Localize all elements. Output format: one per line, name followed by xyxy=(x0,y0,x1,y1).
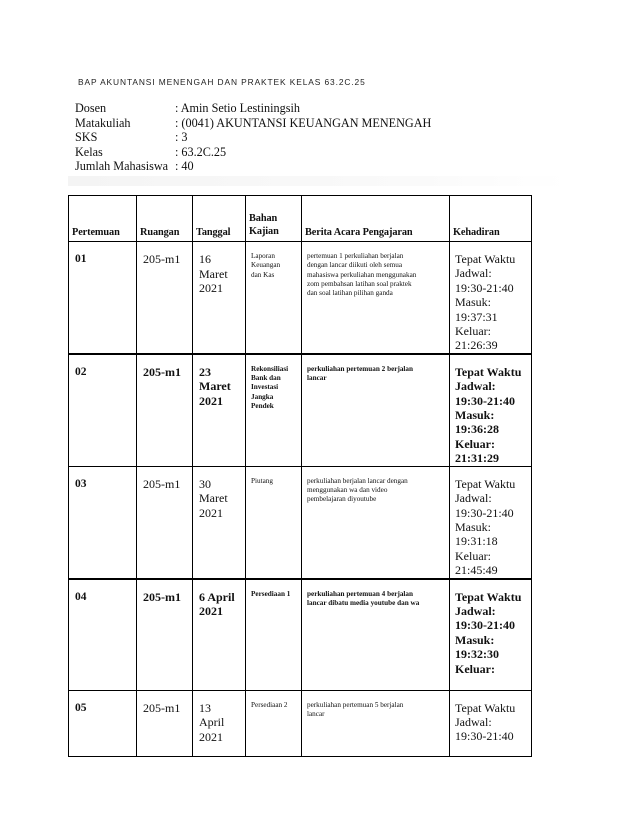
attendance-cell xyxy=(450,242,532,354)
report-cell xyxy=(302,579,450,691)
date-cell xyxy=(193,579,246,691)
attendance-cell-line: 19:37:31 xyxy=(455,309,498,324)
attendance-cell-line: 19:36:28 xyxy=(455,422,499,437)
meeting-number: 02 xyxy=(69,354,137,466)
report-cell-line: perkuliahan pertemuan 2 berjalan xyxy=(307,364,414,373)
info-label: Kelas xyxy=(75,144,103,159)
info-row-kelas xyxy=(75,145,431,160)
topic-cell-line: Persediaan 2 xyxy=(251,700,288,709)
topic-cell-line: Laporan xyxy=(251,252,275,260)
report-cell xyxy=(302,354,450,466)
topic-cell-line: Rekonsiliasi xyxy=(251,364,289,373)
date-cell-line: 2021 xyxy=(199,281,223,295)
meeting-number: 05 xyxy=(69,690,137,756)
attendance-cell xyxy=(450,579,532,691)
report-cell xyxy=(302,466,450,578)
meeting-number: 03 xyxy=(69,466,137,578)
info-label: Jumlah Mahasiswa xyxy=(75,159,169,174)
attendance-cell-line: 19:30-21:40 xyxy=(455,729,514,744)
info-label: SKS xyxy=(75,130,98,145)
attendance-cell-line: Jadwal: xyxy=(455,603,496,618)
topic-cell xyxy=(246,690,302,756)
info-row-sks xyxy=(75,130,431,145)
attendance-cell xyxy=(450,690,532,756)
topic-cell-line: Bank dan xyxy=(251,374,281,383)
room-cell: 205-m1 xyxy=(137,354,193,466)
attendance-cell-line: Keluar: xyxy=(455,324,491,339)
report-cell-line: mahasiswa perkuliahan menggunakan xyxy=(307,270,417,279)
date-cell-line: Maret xyxy=(199,491,228,506)
date-cell-line: 23 xyxy=(199,364,211,379)
date-cell-line: Maret xyxy=(199,266,228,281)
date-cell-line: April xyxy=(199,715,225,730)
attendance-cell-line: 19:30-21:40 xyxy=(455,280,514,295)
attendance-cell-line: Tepat Waktu xyxy=(455,252,516,266)
date-cell-line: 16 xyxy=(199,252,211,266)
header-pertemuan: Pertemuan xyxy=(69,196,137,242)
attendance-cell-line: Jadwal: xyxy=(455,266,492,281)
info-row-jumlah-mahasiswa xyxy=(75,159,431,174)
date-cell-line: 13 xyxy=(199,700,211,715)
table-header-row xyxy=(69,196,532,242)
attendance-cell-line: Tepat Waktu xyxy=(455,476,516,491)
attendance-cell-line: 21:31:29 xyxy=(455,451,499,466)
date-cell-line: 6 April xyxy=(199,589,235,604)
date-cell xyxy=(193,466,246,578)
attendance-cell-line: 19:32:30 xyxy=(455,647,499,662)
room-cell: 205-m1 xyxy=(137,579,193,691)
attendance-cell-line: 19:30-21:40 xyxy=(455,393,515,408)
attendance-cell-line: Keluar: xyxy=(455,436,495,451)
topic-cell xyxy=(246,579,302,691)
date-cell-line: 2021 xyxy=(199,393,223,408)
topic-cell xyxy=(246,354,302,466)
header-tanggal: Tanggal xyxy=(193,196,246,242)
attendance-cell-line: Tepat Waktu xyxy=(455,700,516,715)
date-cell-line: 30 xyxy=(199,476,211,491)
report-cell-line: lancar xyxy=(307,709,325,718)
info-row-matakuliah xyxy=(75,116,431,131)
info-label: Matakuliah xyxy=(75,115,131,130)
room-cell: 205-m1 xyxy=(137,466,193,578)
topic-cell xyxy=(246,242,302,354)
attendance-report-table xyxy=(68,195,532,757)
report-cell-line: menggunakan wa dan video xyxy=(307,485,388,494)
date-cell-line: 2021 xyxy=(199,729,223,744)
date-cell-line: Maret xyxy=(199,379,231,394)
report-cell-line: perkuliahan pertemuan 5 berjalan xyxy=(307,700,404,709)
report-cell-line: pertemuan 1 perkuliahan berjalan xyxy=(307,252,404,260)
attendance-cell-line: Tepat Waktu xyxy=(455,364,522,379)
room-cell: 205-m1 xyxy=(137,690,193,756)
attendance-cell-line: 21:45:49 xyxy=(455,563,498,578)
table-row xyxy=(69,690,532,756)
attendance-cell-line: 19:30-21:40 xyxy=(455,505,514,520)
topic-cell-line: Piutang xyxy=(251,476,273,485)
attendance-cell-line: Jadwal: xyxy=(455,379,496,394)
document-title: BAP AKUNTANSI MENENGAH DAN PRAKTEK KELAS 63.2C.25 xyxy=(78,77,366,87)
info-value: : (0041) AKUNTANSI KEUANGAN MENENGAH xyxy=(175,115,432,130)
attendance-cell-line: 19:31:18 xyxy=(455,534,498,549)
topic-cell xyxy=(246,466,302,578)
table-row xyxy=(69,466,532,578)
report-cell xyxy=(302,690,450,756)
info-value: : 63.2C.25 xyxy=(175,144,227,159)
attendance-cell-line: Keluar: xyxy=(455,661,495,676)
report-cell-line: pembelajaran diyoutube xyxy=(307,495,377,504)
date-cell xyxy=(193,354,246,466)
date-cell xyxy=(193,690,246,756)
attendance-cell-line: Masuk: xyxy=(455,295,491,310)
meeting-number: 04 xyxy=(69,579,137,691)
report-cell-line: dengan lancar diikuti oleh semua xyxy=(307,261,403,270)
topic-cell-line: Persediaan 1 xyxy=(251,589,291,598)
topic-cell-line: dan Kas xyxy=(251,270,275,279)
room-cell: 205-m1 xyxy=(137,242,193,354)
header-kehadiran: Kehadiran xyxy=(450,196,532,242)
info-row-dosen xyxy=(75,101,431,116)
attendance-cell-line: Masuk: xyxy=(455,632,495,647)
topic-cell-line: Pendek xyxy=(251,402,274,411)
attendance-cell-line: 21:26:39 xyxy=(455,338,498,353)
topic-cell-line: Jangka xyxy=(251,392,274,401)
table-row xyxy=(69,354,532,466)
info-label: Dosen xyxy=(75,101,107,115)
attendance-cell-line: Masuk: xyxy=(455,519,491,534)
attendance-cell-line: 19:30-21:40 xyxy=(455,618,515,633)
info-value: : Amin Setio Lestiningsih xyxy=(175,101,300,115)
date-cell-line: 2021 xyxy=(199,604,223,619)
attendance-cell-line: Masuk: xyxy=(455,408,495,423)
report-cell-line: zom pembahsan latihan soal praktek xyxy=(307,279,412,288)
attendance-cell-line: Keluar: xyxy=(455,548,491,563)
topic-cell-line: Investasi xyxy=(251,383,279,392)
header-berita-acara: Berita Acara Pengajaran xyxy=(302,196,450,242)
date-cell-line: 2021 xyxy=(199,505,223,520)
attendance-cell-line: Tepat Waktu xyxy=(455,589,522,604)
topic-cell-line: Keuangan xyxy=(251,261,281,270)
attendance-cell xyxy=(450,354,532,466)
decorative-band xyxy=(68,176,568,186)
attendance-cell-line: Jadwal: xyxy=(455,714,492,729)
info-value: : 3 xyxy=(175,130,188,145)
report-cell-line: perkuliahan berjalan lancar dengan xyxy=(307,476,408,485)
info-value: : 40 xyxy=(175,159,194,174)
header-bahan-kajian: Bahan Kajian xyxy=(246,196,302,242)
report-cell-line: lancar xyxy=(307,374,327,383)
attendance-cell-line: Jadwal: xyxy=(455,491,492,506)
table-row xyxy=(69,242,532,354)
date-cell xyxy=(193,242,246,354)
attendance-cell xyxy=(450,466,532,578)
course-info xyxy=(75,101,431,174)
report-cell-line: perkuliahan pertemuan 4 berjalan xyxy=(307,589,414,598)
report-cell xyxy=(302,242,450,354)
report-cell-line: dan soal latihan pilihan ganda xyxy=(307,289,393,298)
table-row xyxy=(69,579,532,691)
header-ruangan: Ruangan xyxy=(137,196,193,242)
meeting-number: 01 xyxy=(69,242,137,354)
report-cell-line: lancar dibatu media youtube dan wa xyxy=(307,598,420,607)
